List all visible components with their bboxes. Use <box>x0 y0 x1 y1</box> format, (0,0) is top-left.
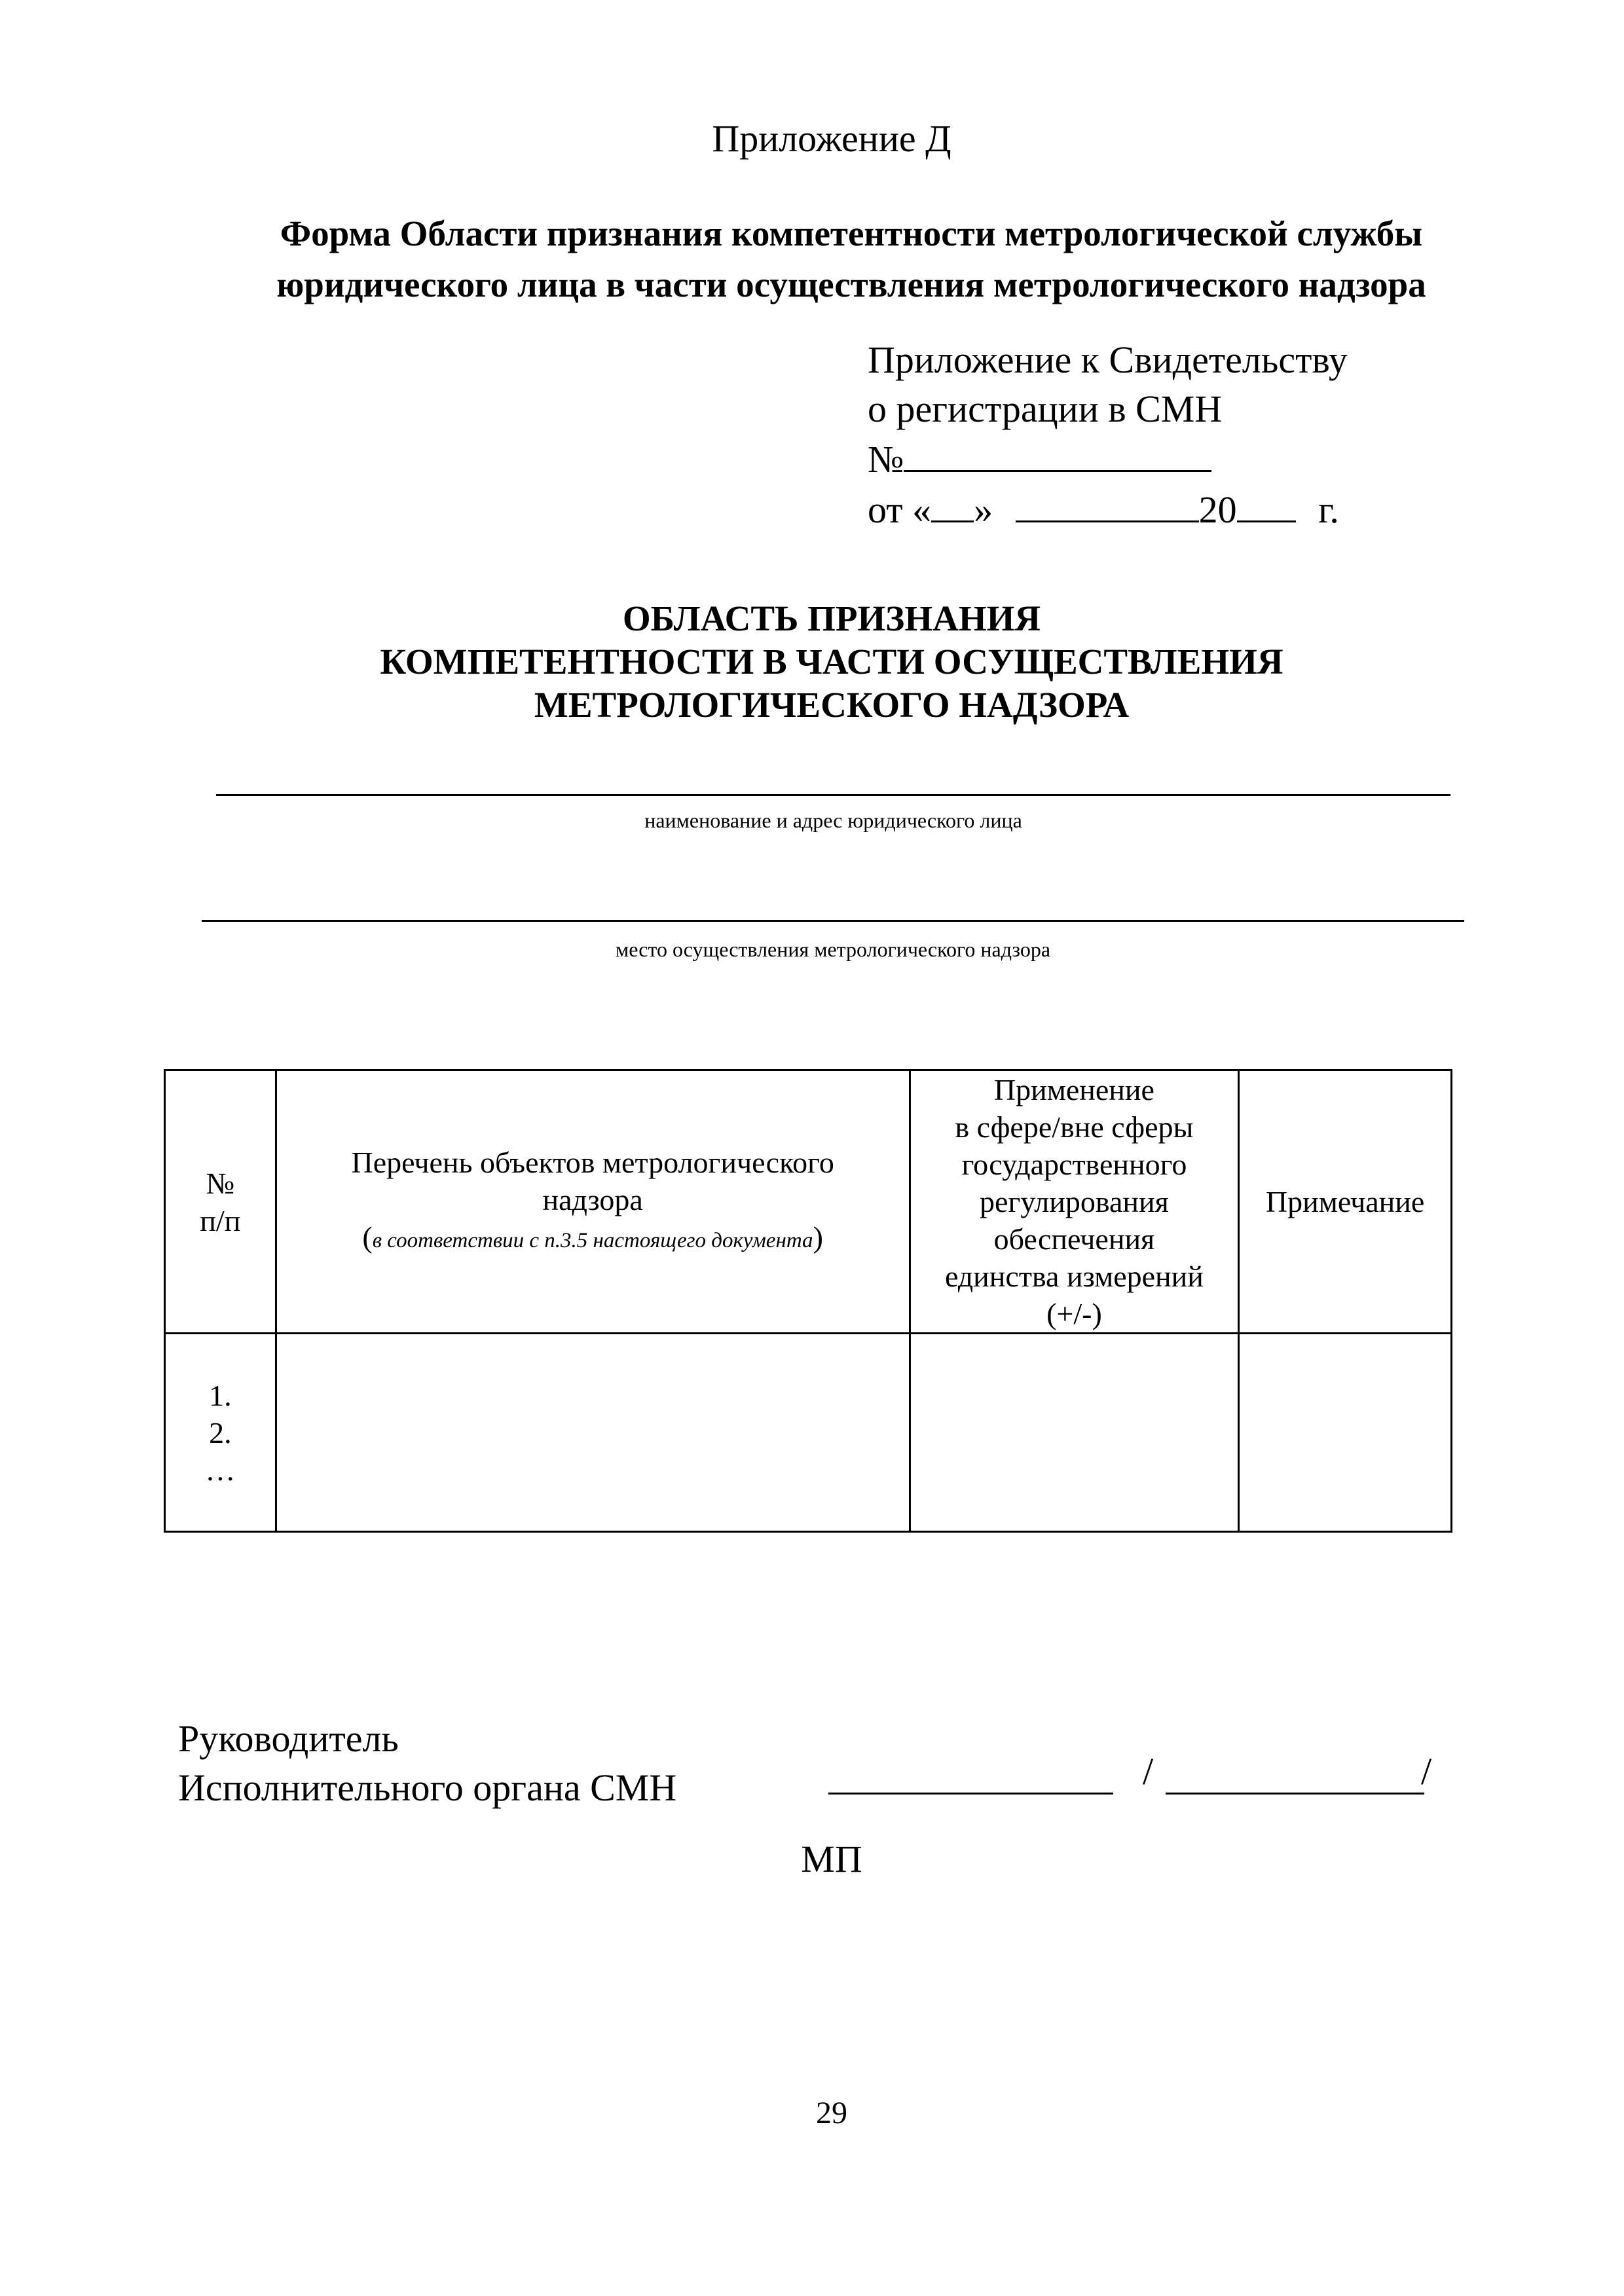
signature-title-line1: Руководитель <box>178 1717 399 1760</box>
certificate-date-row <box>868 484 1457 534</box>
col-note-header: Примечание <box>1239 1070 1452 1334</box>
legal-entity-field-line[interactable] <box>216 794 1450 796</box>
appendix-label: Приложение Д <box>712 117 951 160</box>
main-title-line3: МЕТРОЛОГИЧЕСКОГО НАДЗОРА <box>534 685 1130 725</box>
row-number-cell: 1. 2. … <box>165 1334 276 1532</box>
table-header-row <box>165 1070 1452 1334</box>
stamp-label: МП <box>801 1838 862 1880</box>
objects-cell[interactable] <box>276 1334 910 1532</box>
month-blank[interactable] <box>1016 484 1199 522</box>
certificate-block <box>868 335 1457 534</box>
date-prefix: от « <box>868 488 932 531</box>
form-title-line2: юридического лица в части осуществления метрологического надзора <box>276 264 1426 304</box>
main-title-line1: ОБЛАСТЬ ПРИЗНАНИЯ <box>622 598 1041 638</box>
certificate-number-row <box>868 433 1457 484</box>
year-blank[interactable] <box>1237 484 1296 522</box>
number-blank[interactable] <box>904 433 1211 472</box>
signature-field[interactable] <box>828 1793 1113 1795</box>
year-suffix: г. <box>1318 488 1339 531</box>
certificate-line1: Приложение к Свидетельству <box>868 338 1348 381</box>
day-blank[interactable] <box>931 484 974 522</box>
col-application-header: Применение в сфере/вне сферы государственного регулирования обеспечения единства измерений (+/-) <box>910 1070 1239 1334</box>
signature-slash-left: / <box>1143 1750 1154 1793</box>
note-cell[interactable] <box>1239 1334 1452 1532</box>
number-label: № <box>868 438 904 481</box>
date-mid: » <box>974 488 993 531</box>
main-title-line2: КОМПЕТЕНТНОСТИ В ЧАСТИ ОСУЩЕСТВЛЕНИЯ <box>380 642 1283 682</box>
col-number-header: № п/п <box>165 1070 276 1334</box>
signature-title-line2: Исполнительного органа СМН <box>178 1766 677 1809</box>
col-objects-note: (в соответствии с п.3.5 настоящего документа) <box>362 1220 823 1254</box>
legal-entity-caption: наименование и адрес юридического лица <box>644 809 1022 832</box>
place-field-line[interactable] <box>202 920 1464 922</box>
certificate-line2: о регистрации в СМН <box>868 388 1223 430</box>
signature-slash-right: / <box>1421 1750 1432 1793</box>
form-title <box>131 208 1572 310</box>
form-title-line1: Форма Области признания компетентности метрологической службы <box>280 213 1423 253</box>
year-prefix: 20 <box>1198 488 1237 531</box>
main-title <box>196 597 1467 727</box>
application-cell[interactable] <box>910 1334 1239 1532</box>
signature-block <box>178 1714 676 1812</box>
col-objects-header: Перечень объектов метрологического надзора (в соответствии с п.3.5 настоящего документа) <box>276 1070 910 1334</box>
name-field[interactable] <box>1166 1793 1424 1795</box>
table-row <box>165 1334 1452 1532</box>
place-caption: место осуществления метрологического надзора <box>615 938 1051 961</box>
page-number: 29 <box>816 2096 847 2130</box>
objects-table <box>164 1069 1452 1533</box>
